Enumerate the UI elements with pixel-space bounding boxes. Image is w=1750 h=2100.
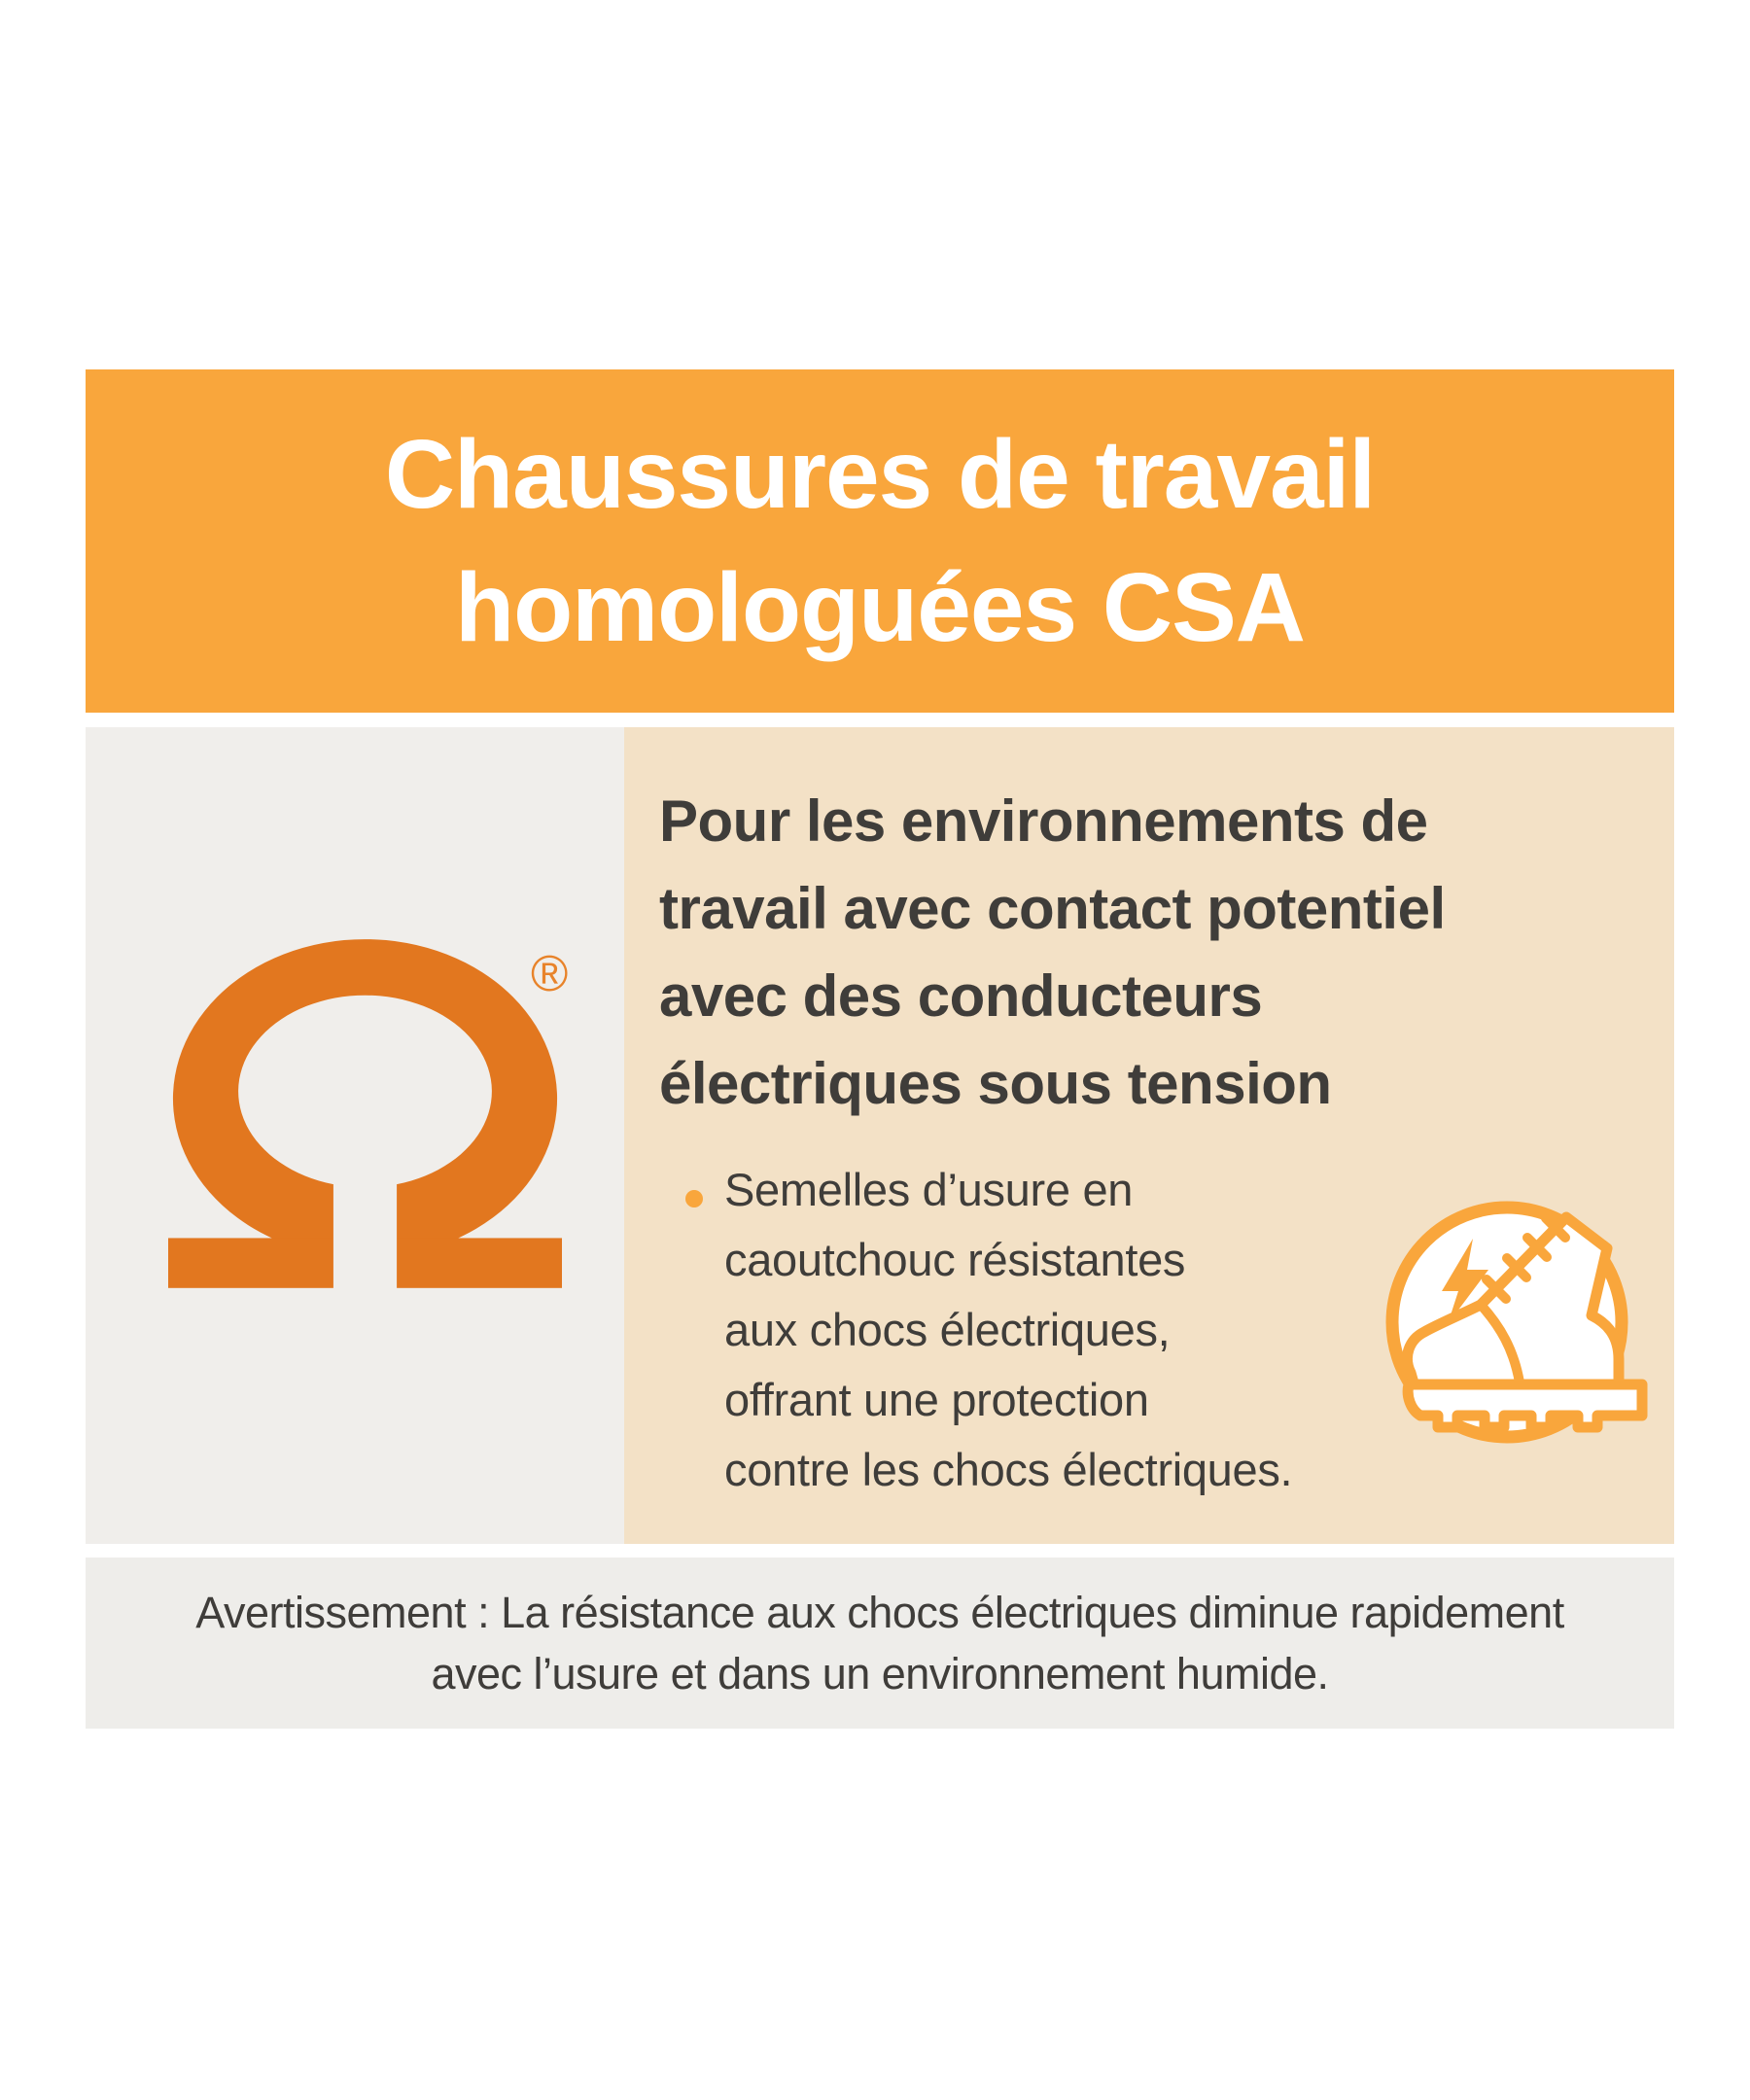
- section-heading: [659, 778, 1641, 1128]
- bullet-line-5: contre les chocs électriques.: [724, 1444, 1293, 1495]
- page-title-line-2: homologuées CSA: [455, 552, 1305, 662]
- bullet-point-icon: [685, 1190, 703, 1208]
- bullet-line-1: Semelles d’usure en: [724, 1164, 1134, 1215]
- bullet-line-2: caoutchouc résistantes: [724, 1234, 1186, 1285]
- bullet-line-3: aux chocs électriques,: [724, 1304, 1171, 1355]
- warning-line-1: Avertissement : La résistance aux chocs électriques diminue rapidement: [195, 1588, 1564, 1637]
- page-title-line-1: Chaussures de travail: [384, 419, 1376, 529]
- electric-shock-boot-icon: [1366, 1188, 1677, 1470]
- registered-trademark-icon: ®: [531, 946, 569, 1002]
- feature-bullet: [685, 1155, 1292, 1505]
- heading-line-2: travail avec contact potentiel: [659, 876, 1446, 941]
- info-panel: [624, 727, 1674, 1544]
- header-banner: [86, 369, 1674, 713]
- bullet-line-4: offrant une protection: [724, 1374, 1149, 1425]
- heading-line-3: avec des conducteurs: [659, 963, 1263, 1029]
- heading-line-4: électriques sous tension: [659, 1051, 1332, 1116]
- warning-bar: [86, 1558, 1674, 1729]
- bullet-text: [724, 1155, 1292, 1505]
- omega-icon: [168, 936, 562, 1294]
- heading-line-1: Pour les environnements de: [659, 788, 1428, 854]
- omega-logo-panel: [86, 727, 624, 1544]
- warning-line-2: avec l’usure et dans un environnement humide.: [431, 1649, 1329, 1698]
